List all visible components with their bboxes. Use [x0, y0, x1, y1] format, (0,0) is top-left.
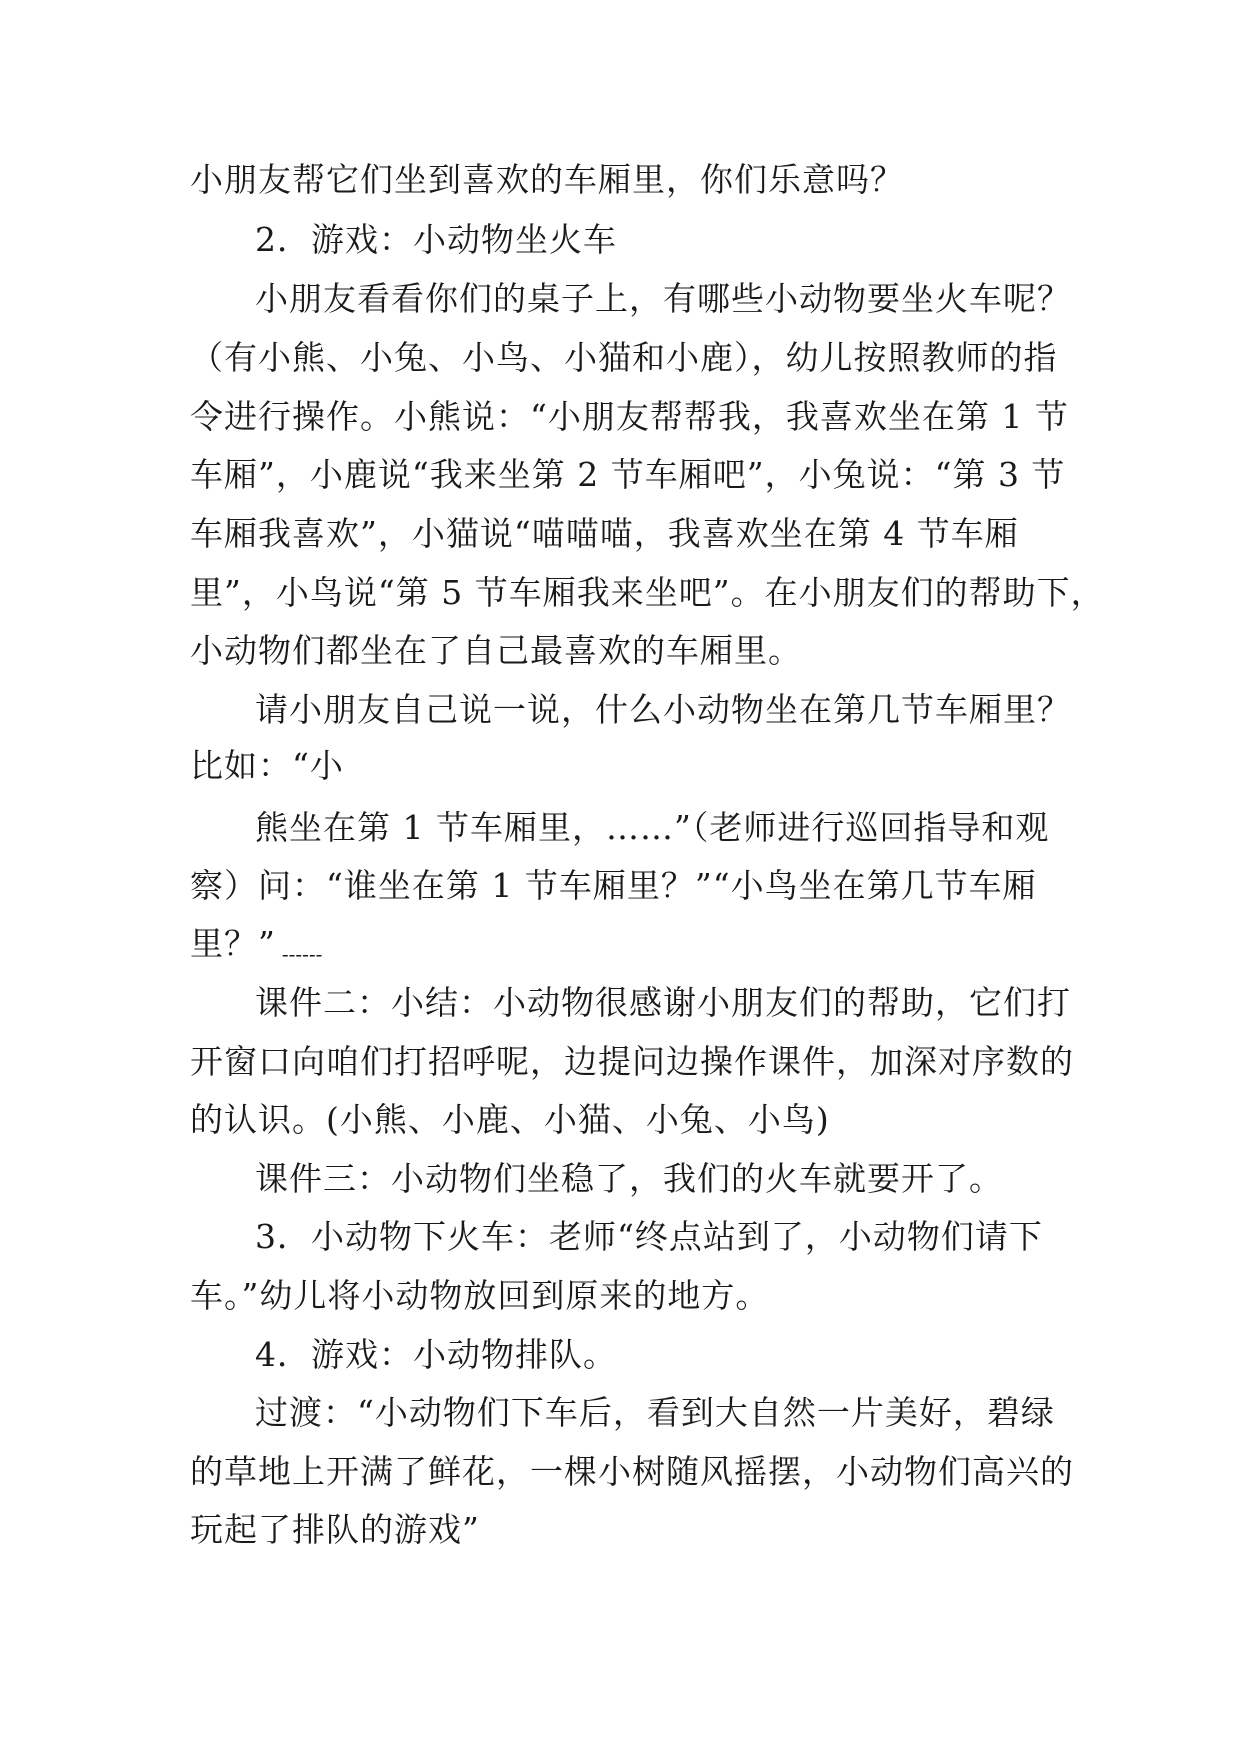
text-line: （有小熊、小兔、小鸟、小猫和小鹿），幼儿按照教师的指: [190, 338, 1058, 377]
text-line: 令进行操作。小熊说：“小朋友帮帮我，我喜欢坐在第 1 节: [190, 397, 1069, 436]
text-line: 小朋友看看你们的桌子上，有哪些小动物要坐火车呢？: [255, 279, 1071, 318]
text-line: 车厢”，小鹿说“我来坐第 2 节车厢吧”，小兔说：“第 3 节: [190, 455, 1066, 494]
text-line: 小动物们都坐在了自己最喜欢的车厢里。: [190, 631, 802, 670]
text-line: 课件三：小动物们坐稳了，我们的火车就要开了。: [255, 1159, 1003, 1198]
text-line: 里”，小鸟说“第 5 节车厢我来坐吧”。在小朋友们的帮助下，: [190, 573, 1105, 612]
text-line: 小朋友帮它们坐到喜欢的车厢里，你们乐意吗？: [190, 160, 904, 199]
text-line: 比如：“小: [190, 746, 344, 785]
text-line: 的认识。(小熊、小鹿、小猫、小兔、小鸟): [190, 1100, 830, 1139]
text-line: 开窗口向咱们打招呼呢，边提问边操作课件，加深对序数的: [190, 1042, 1074, 1081]
text-line: 请小朋友自己说一说，什么小动物坐在第几节车厢里？: [255, 690, 1071, 729]
text-line: 察）问：“谁坐在第 1 节车厢里？”“小鸟坐在第几节车厢: [190, 866, 1037, 905]
section-heading: 4．游戏：小动物排队。: [255, 1335, 617, 1374]
text-line: 熊坐在第 1 节车厢里，……”（老师进行巡回指导和观: [255, 808, 1050, 847]
text-segment: 里？”: [190, 924, 276, 963]
text-line: 玩起了排队的游戏”: [190, 1510, 480, 1549]
text-line: 车。”幼儿将小动物放回到原来的地方。: [190, 1276, 770, 1315]
section-heading: 3．小动物下火车：老师“终点站到了，小动物们请下: [255, 1217, 1043, 1256]
text-line: 过渡：“小动物们下车后，看到大自然一片美好，碧绿: [255, 1393, 1055, 1432]
text-line: 车厢我喜欢”，小猫说“喵喵喵，我喜欢坐在第 4 节车厢: [190, 514, 1019, 553]
text-line: 课件二：小结：小动物很感谢小朋友们的帮助，它们打: [255, 983, 1071, 1022]
text-line: 的草地上开满了鲜花，一棵小树随风摇摆，小动物们高兴的: [190, 1452, 1074, 1491]
trailing-dashes: ------: [281, 942, 323, 966]
text-line-with-dashes: [190, 924, 322, 974]
section-heading: 2．游戏：小动物坐火车: [255, 220, 617, 259]
